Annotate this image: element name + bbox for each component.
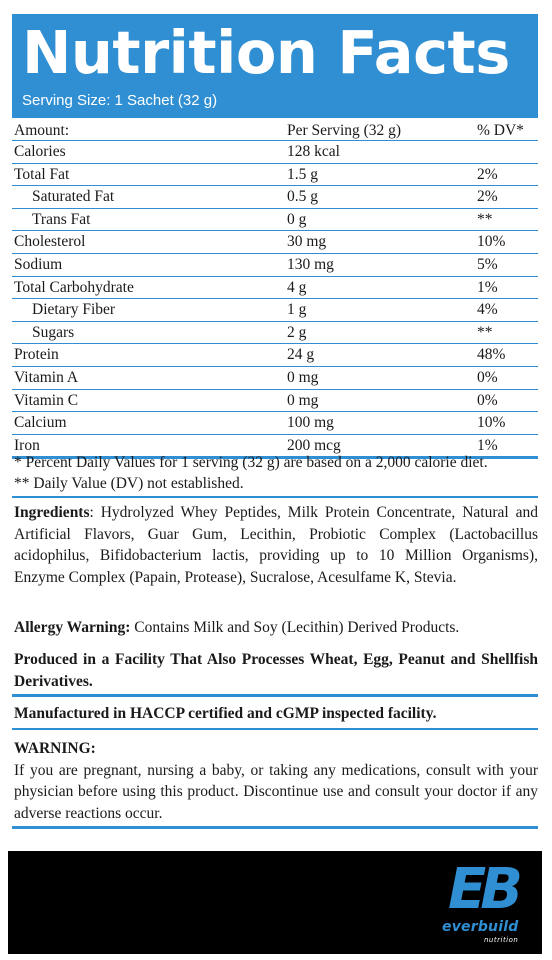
warning-text: If you are pregnant, nursing a baby, or taking any medications, consult with your physician before using this product. Discontinue use and consult your doctor if any adverse reactions occur. bbox=[14, 761, 538, 822]
divider bbox=[12, 694, 538, 697]
table-row bbox=[12, 367, 538, 390]
brand-footer bbox=[8, 851, 542, 954]
table-row bbox=[12, 186, 538, 209]
table-row bbox=[12, 141, 538, 164]
nutrient-amount: 0.5 g bbox=[287, 188, 318, 206]
nutrient-amount: 1 g bbox=[287, 301, 307, 319]
nutrient-amount: 100 mg bbox=[287, 414, 334, 432]
nutrient-name: Sugars bbox=[32, 323, 75, 341]
nutrient-dv: 1% bbox=[477, 278, 498, 296]
table-row bbox=[12, 254, 538, 277]
nutrition-facts-header bbox=[12, 14, 538, 118]
nutrient-dv: ** bbox=[477, 323, 493, 341]
nutrient-name: Total Fat bbox=[14, 165, 70, 183]
page-title: Nutrition Facts bbox=[22, 18, 510, 87]
brand-name: everbuild bbox=[442, 919, 519, 935]
nutrient-name: Saturated Fat bbox=[32, 188, 115, 206]
table-row bbox=[12, 209, 538, 232]
nutrient-amount: 4 g bbox=[287, 278, 307, 296]
nutrient-dv: 1% bbox=[477, 436, 498, 454]
nutrient-dv: 48% bbox=[477, 346, 506, 364]
amount-header: Amount: bbox=[14, 122, 70, 139]
divider bbox=[12, 728, 538, 730]
nutrient-name: Total Carbohydrate bbox=[14, 278, 134, 296]
nutrient-name: Calories bbox=[14, 143, 66, 160]
nutrient-amount: 1.5 g bbox=[287, 165, 318, 183]
nutrient-amount: 30 mg bbox=[287, 233, 327, 251]
nutrient-amount: 0 mg bbox=[287, 391, 319, 409]
allergy-text: Contains Milk and Soy (Lecithin) Derived Products. bbox=[130, 619, 460, 636]
per-serving-header: Per Serving (32 g) bbox=[287, 122, 402, 139]
nutrient-dv: 4% bbox=[477, 301, 498, 319]
ingredients-text: : Hydrolyzed Whey Peptides, Milk Protein Concentrate, Natural and Artificial Flavors, Guar Gum, Lecithin, Probiotic Complex (Lactobacillus acidophilus, Bifidobacterium lactis, providing up to 10 Million Organisms), Enzyme Complex (Papain, Protease), Sucralose, Acesulfame K, Stevia. bbox=[14, 504, 538, 586]
facility-statement: Produced in a Facility That Also Processes Wheat, Egg, Peanut and Shellfish Derivatives. bbox=[14, 651, 538, 690]
nutrient-dv: 10% bbox=[477, 414, 506, 432]
nutrient-amount: 200 mcg bbox=[287, 436, 341, 454]
nutrient-name: Iron bbox=[14, 436, 40, 454]
nutrient-amount: 128 kcal bbox=[287, 143, 340, 160]
table-row bbox=[12, 412, 538, 435]
table-row bbox=[12, 344, 538, 367]
allergy-label: Allergy Warning: bbox=[14, 619, 131, 636]
table-row bbox=[12, 164, 538, 187]
table-row bbox=[12, 277, 538, 300]
nutrient-name: Calcium bbox=[14, 414, 67, 432]
table-row bbox=[12, 231, 538, 254]
brand-subtitle: nutrition bbox=[484, 936, 519, 944]
nutrient-dv: 10% bbox=[477, 233, 506, 251]
nutrient-amount: 2 g bbox=[287, 323, 307, 341]
nutrient-amount: 0 g bbox=[287, 210, 307, 228]
table-row bbox=[12, 299, 538, 322]
nutrient-dv: 2% bbox=[477, 165, 498, 183]
divider bbox=[12, 496, 538, 498]
nutrient-name: Cholesterol bbox=[14, 233, 86, 251]
nutrient-dv: 2% bbox=[477, 188, 498, 206]
nutrient-name: Dietary Fiber bbox=[32, 301, 116, 319]
nutrient-name: Vitamin C bbox=[14, 391, 79, 409]
nutrient-dv: 0% bbox=[477, 368, 498, 386]
nutrient-name: Trans Fat bbox=[32, 210, 91, 228]
nutrient-name: Protein bbox=[14, 346, 59, 364]
daily-value-notes bbox=[14, 452, 538, 494]
nutrient-dv: 5% bbox=[477, 255, 498, 273]
nutrient-name: Vitamin A bbox=[14, 368, 79, 386]
serving-size: Serving Size: 1 Sachet (32 g) bbox=[22, 92, 218, 109]
ingredients-section bbox=[14, 502, 538, 588]
nutrient-amount: 130 mg bbox=[287, 255, 334, 273]
table-row bbox=[12, 390, 538, 413]
nutrient-amount: 24 g bbox=[287, 346, 315, 364]
ingredients-label: Ingredients bbox=[14, 504, 90, 521]
nutrient-name: Sodium bbox=[14, 255, 63, 273]
manufacturing-statement: Manufactured in HACCP certified and cGMP inspected facility. bbox=[14, 705, 437, 722]
divider bbox=[12, 826, 538, 829]
dv-header: % DV* bbox=[477, 122, 524, 139]
footnote-dv-not-established: ** Daily Value (DV) not established. bbox=[14, 475, 244, 492]
everbuild-logo bbox=[442, 859, 532, 947]
table-row bbox=[12, 322, 538, 345]
nutrient-amount: 0 mg bbox=[287, 368, 319, 386]
eb-logo-mark: EB bbox=[448, 857, 517, 922]
nutrition-table bbox=[12, 121, 538, 459]
table-header-row bbox=[12, 121, 538, 141]
warning-title: WARNING: bbox=[14, 740, 96, 757]
warning-section bbox=[14, 738, 538, 824]
footnote-percent-dv: * Percent Daily Values for 1 serving (32 g) are based on a 2,000 calorie diet. bbox=[14, 454, 488, 471]
allergy-warning bbox=[14, 617, 538, 639]
nutrient-dv: ** bbox=[477, 210, 493, 228]
nutrient-dv: 0% bbox=[477, 391, 498, 409]
